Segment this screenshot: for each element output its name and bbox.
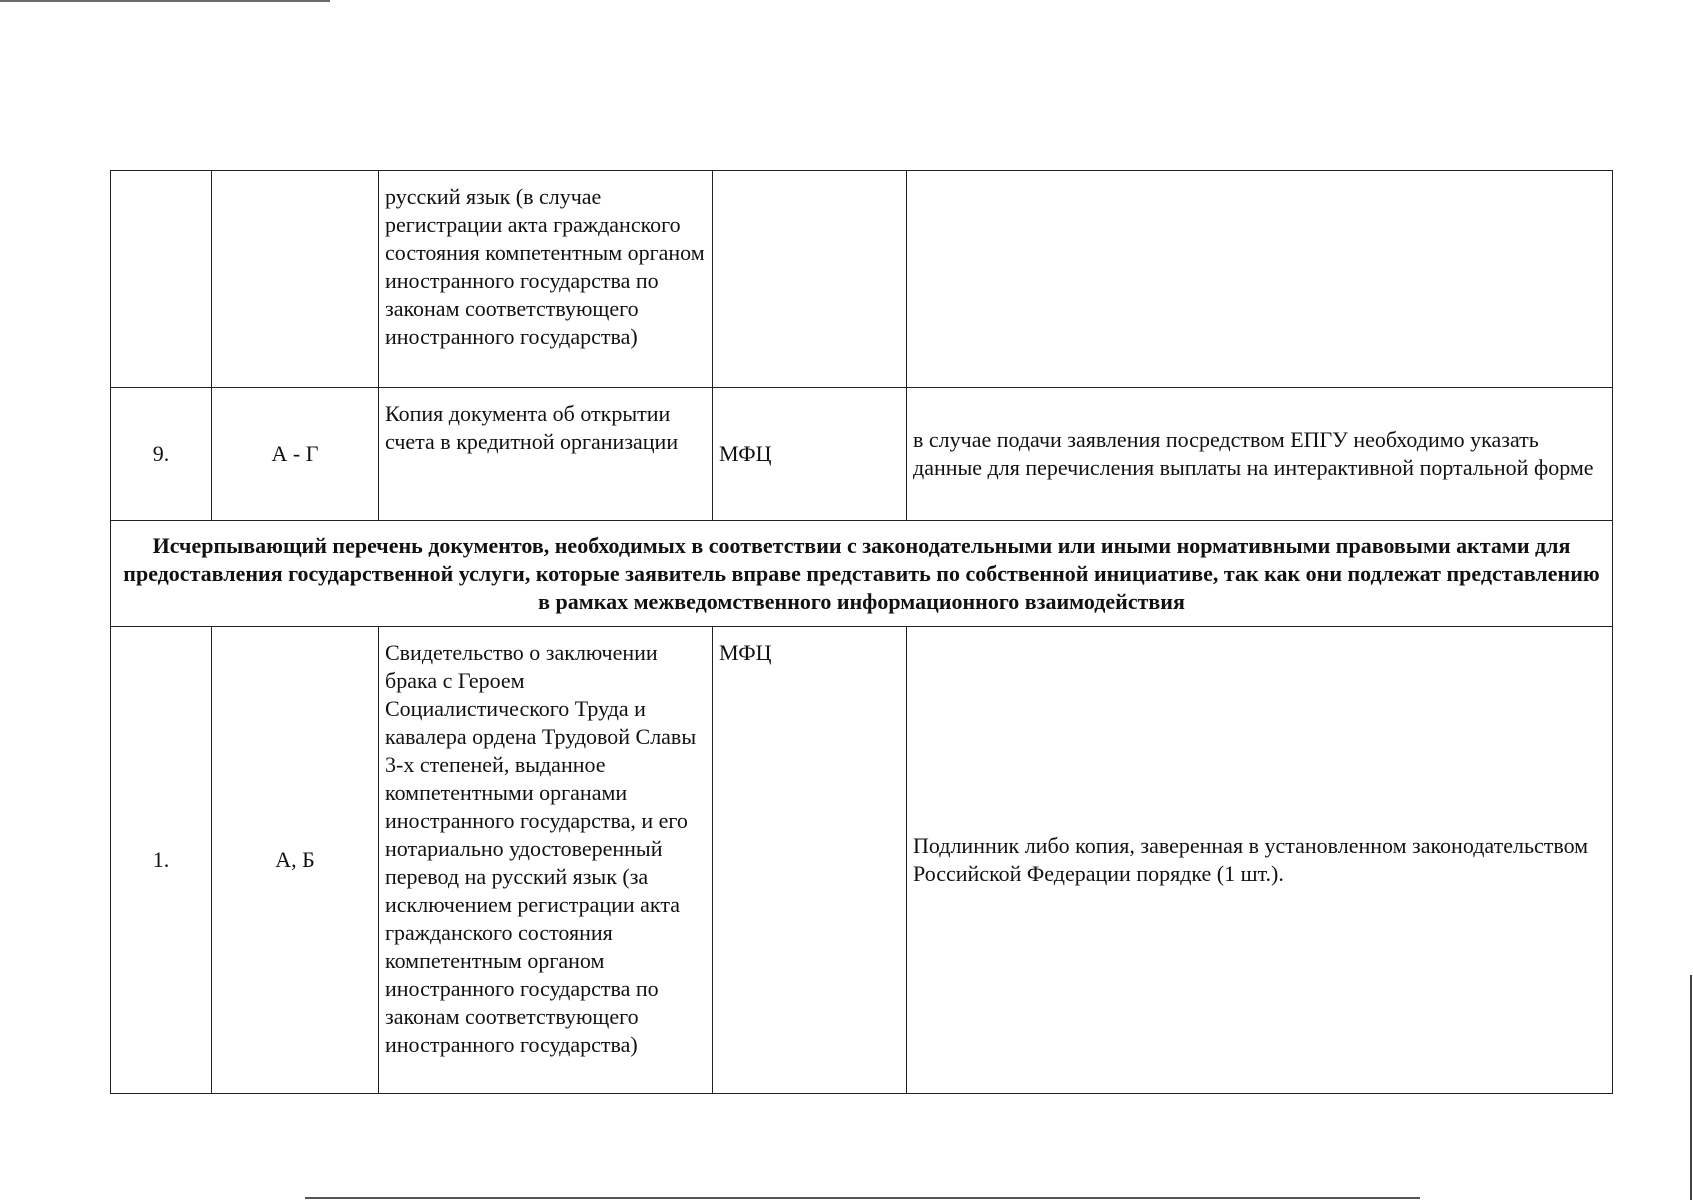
document-name-cell: Свидетельство о заключении брака с Героем Социалистического Труда и кавалера ордена Трудовой Славы 3-х степеней, выданное компетентными органами иностранного государства, и его нотариально удостоверенный перевод на русский язык (за исключением регистрации акта гражданского состояния компетентным органом иностранного государства по законам соответствующего иностранного государства) <box>379 627 713 1094</box>
table-row <box>111 171 1613 388</box>
scan-edge-bottom <box>305 1197 1420 1199</box>
section-heading: Исчерпывающий перечень документов, необходимых в соответствии с законодательными или иными нормативными правовыми актами для предоставления государственной услуги, которые заявитель вправе представить по собственной инициативе, так как они подлежат представлению в рамках межведомственного информационного взаимодействия <box>111 521 1613 627</box>
applicant-categories-cell: А, Б <box>212 627 379 1094</box>
table-row <box>111 388 1613 521</box>
submission-place-cell: МФЦ <box>713 388 907 521</box>
row-number-cell: 1. <box>111 627 212 1094</box>
documents-table <box>110 170 1613 1094</box>
table-row <box>111 627 1613 1094</box>
applicant-categories-cell <box>212 171 379 388</box>
document-name-cell: русский язык (в случае регистрации акта гражданского состояния компетентным органом иностранного государства по законам соответствующего иностранного государства) <box>379 171 713 388</box>
scan-edge-top <box>0 0 330 2</box>
submission-place-cell: МФЦ <box>713 627 907 1094</box>
requirements-note-cell <box>907 171 1613 388</box>
requirements-note-cell: в случае подачи заявления посредством ЕПГУ необходимо указать данные для перечисления выплаты на интерактивной портальной форме <box>907 388 1613 521</box>
applicant-categories-cell: А - Г <box>212 388 379 521</box>
requirements-note-cell: Подлинник либо копия, заверенная в установленном законодательством Российской Федерации порядке (1 шт.). <box>907 627 1613 1094</box>
section-heading-row <box>111 521 1613 627</box>
row-number-cell <box>111 171 212 388</box>
submission-place-cell <box>713 171 907 388</box>
scan-edge-right <box>1690 975 1692 1200</box>
row-number-cell: 9. <box>111 388 212 521</box>
document-name-cell: Копия документа об открытии счета в кредитной организации <box>379 388 713 521</box>
